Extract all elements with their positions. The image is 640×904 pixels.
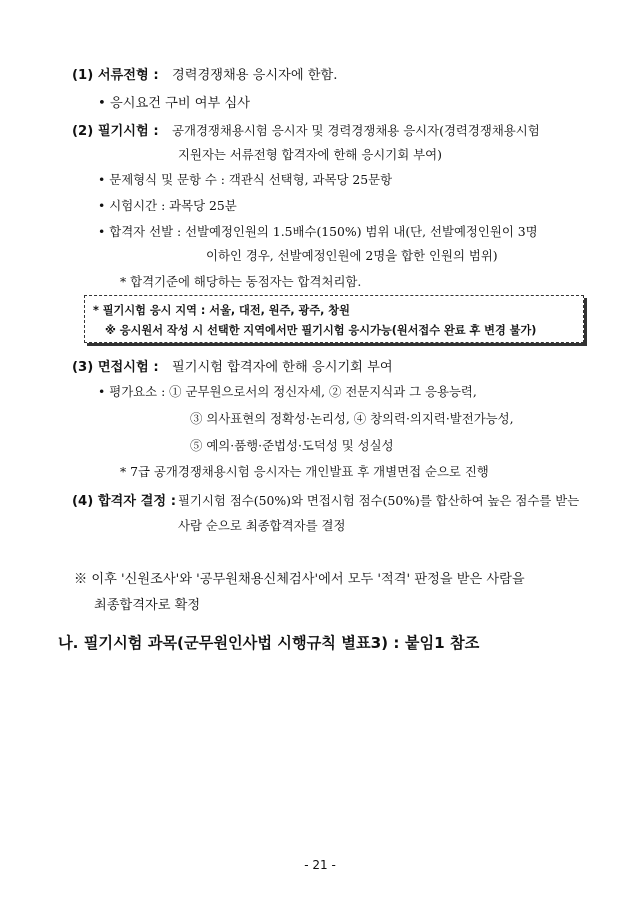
exam-region-notice: * 필기시험 응시 지역 : 서울, 대전, 원주, 광주, 창원: [93, 304, 350, 317]
section-2-bullet-selection-line2: 이하인 경우, 선발예정인원에 2명을 합한 인원의 범위): [206, 248, 498, 263]
section-3-criteria-line1: • 평가요소 : ① 군무원으로서의 정신자세, ② 전문지식과 그 응용능력,: [98, 384, 477, 399]
section-1-bullet: • 응시요건 구비 여부 심사: [98, 96, 250, 111]
exam-region-change-warning: ※ 응시원서 작성 시 선택한 지역에서만 필기시험 응시가능(원서접수 완료 후 변경 불가): [105, 324, 537, 337]
section-3-heading: (3) 면접시험 :: [72, 360, 159, 375]
section-3-criteria-line2: ③ 의사표현의 정확성·논리성, ④ 창의력·의지력·발전가능성,: [190, 411, 514, 426]
section-2-description-line2: 지원자는 서류전형 합격자에 한해 응시기회 부여): [178, 147, 442, 162]
section-4-description-line1: 필기시험 점수(50%)와 면접시험 점수(50%)를 합산하여 높은 점수를 받는: [178, 493, 580, 508]
exam-region-notice-box: [84, 295, 584, 343]
section-2-description-line1: 공개경쟁채용시험 응시자 및 경력경쟁채용 응시자(경력경쟁채용시험: [172, 123, 540, 138]
section-3-criteria-line3: ⑤ 예의·품행·준법성·도덕성 및 성실성: [190, 438, 394, 453]
section-2-note: * 합격기준에 해당하는 동점자는 합격처리함.: [120, 274, 362, 289]
section-2-heading: (2) 필기시험 :: [72, 124, 159, 139]
section-1-heading: (1) 서류전형 :: [72, 68, 159, 83]
section-1-description: 경력경쟁채용 응시자에 한함.: [172, 68, 338, 83]
final-confirmation-remark-line1: ※ 이후 '신원조사'와 '공무원채용신체검사'에서 모두 '적격' 판정을 받은 사람을: [74, 572, 525, 587]
section-4-description-line2: 사람 순으로 최종합격자를 결정: [178, 518, 346, 533]
section-2-bullet-selection-line1: • 합격자 선발 : 선발예정인원의 1.5배수(150%) 범위 내(단, 선발예정인원이 3명: [98, 224, 538, 239]
final-confirmation-remark-line2: 최종합격자로 확정: [94, 598, 201, 613]
section-2-bullet-format: • 문제형식 및 문항 수 : 객관식 선택형, 과목당 25문항: [98, 172, 393, 187]
section-3-description: 필기시험 합격자에 한해 응시기회 부여: [172, 360, 393, 375]
subject-section-heading: 나. 필기시험 과목(군무원인사법 시행규칙 별표3) : 붙임1 참조: [58, 634, 480, 652]
section-2-bullet-time: • 시험시간 : 과목당 25분: [98, 198, 237, 213]
section-4-heading: (4) 합격자 결정 :: [72, 494, 176, 509]
section-3-note: * 7급 공개경쟁채용시험 응시자는 개인발표 후 개별면접 순으로 진행: [120, 464, 489, 479]
page-number: - 21 -: [304, 858, 336, 872]
